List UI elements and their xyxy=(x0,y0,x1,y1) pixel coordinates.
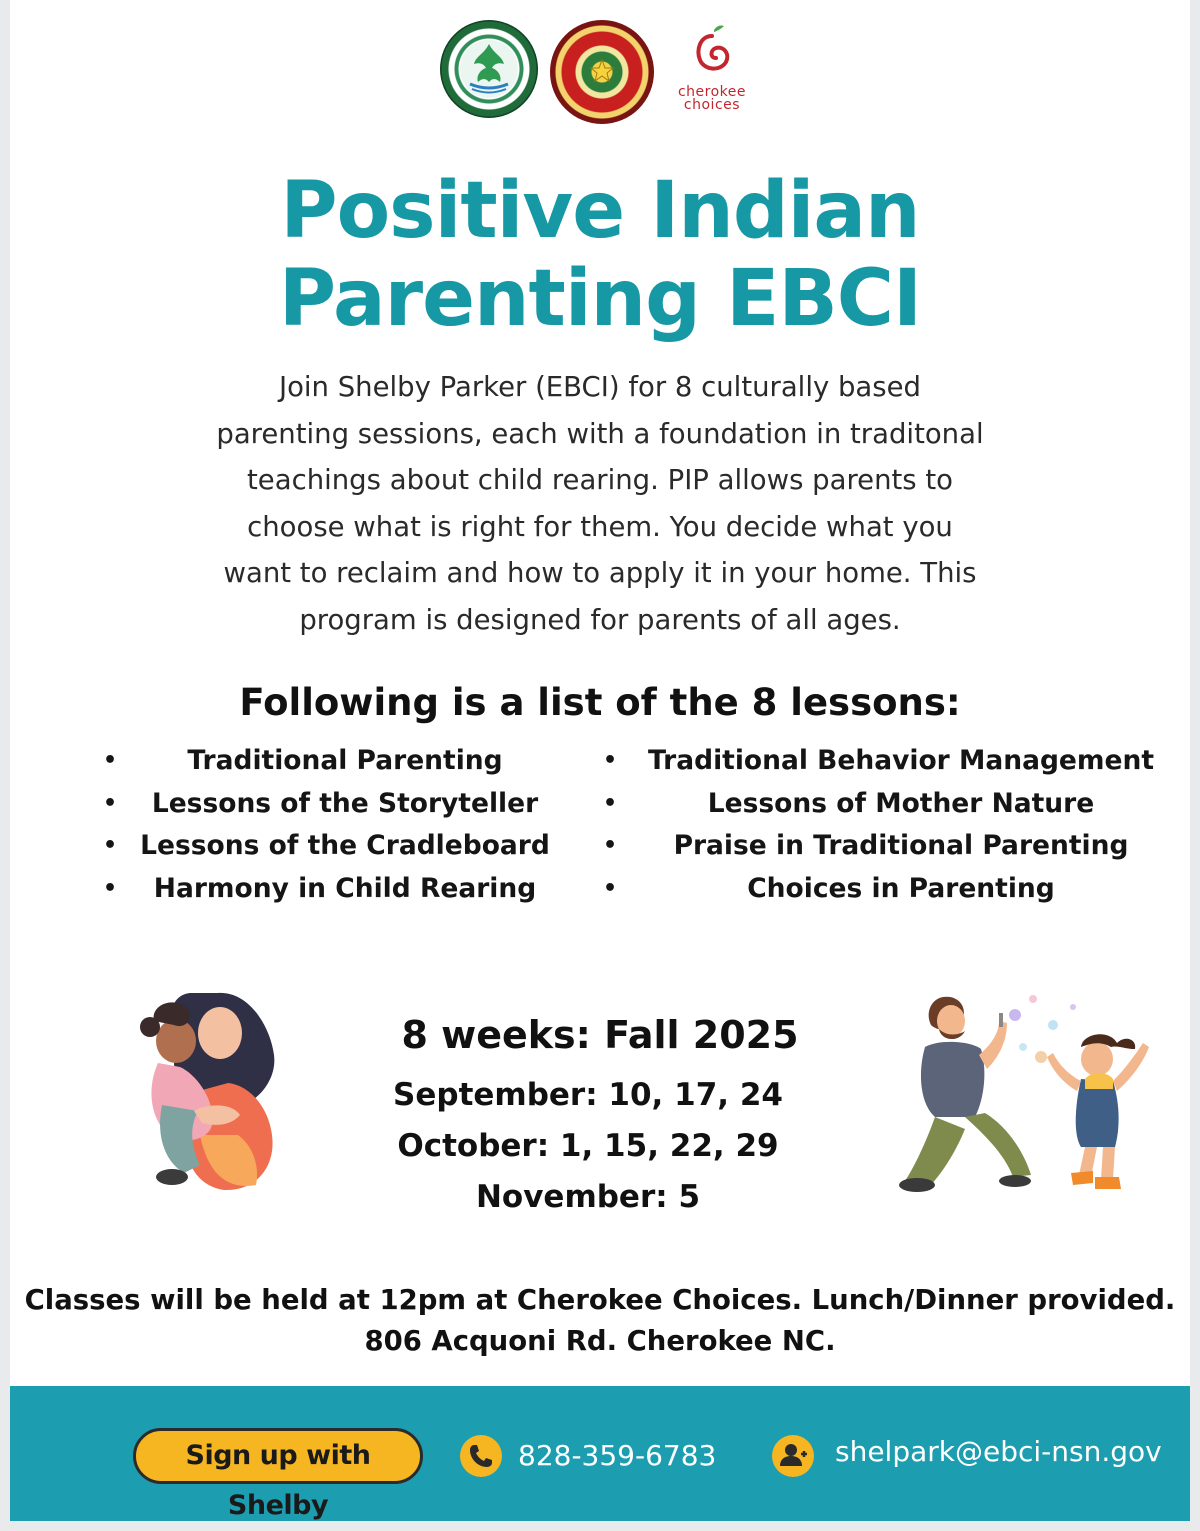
user-add-icon xyxy=(772,1435,814,1477)
lessons-list-left xyxy=(100,740,570,910)
lesson-label: Harmony in Child Rearing xyxy=(153,872,537,904)
footer-bar xyxy=(10,1386,1190,1521)
logo-strip xyxy=(0,18,1200,128)
bullet-icon: • xyxy=(602,748,618,773)
bullet-icon: • xyxy=(602,833,618,858)
lessons-list-right xyxy=(600,740,1180,910)
lesson-label: Traditional Behavior Management xyxy=(647,745,1155,776)
lesson-label: Lessons of Mother Nature xyxy=(707,787,1095,819)
cherokee-choices-logo xyxy=(662,18,772,128)
schedule-september: September: 10, 17, 24 xyxy=(393,1077,783,1113)
bullet-icon: • xyxy=(602,790,618,816)
tribal-seal-logo xyxy=(550,20,654,124)
lesson-label: Lessons of the Cradleboard xyxy=(140,830,550,861)
intro-line: program is designed for parents of all ages. xyxy=(299,603,901,636)
phone-icon xyxy=(460,1435,502,1477)
intro-line: Join Shelby Parker (EBCI) for 8 culturally based xyxy=(278,371,921,403)
intro-paragraph xyxy=(140,364,1060,643)
list-item xyxy=(100,868,570,911)
schedule-november: November: 5 xyxy=(475,1179,701,1215)
sign-up-button[interactable]: Sign up with Shelby xyxy=(133,1428,423,1484)
lesson-label: Traditional Parenting xyxy=(187,745,503,776)
class-address: 806 Acquoni Rd. Cherokee NC. xyxy=(364,1325,836,1357)
list-item xyxy=(100,740,570,783)
email-link[interactable]: shelpark@ebci-nsn.gov xyxy=(835,1435,1162,1468)
list-item xyxy=(100,825,570,868)
intro-line: teachings about child rearing. PIP allows parents to xyxy=(247,464,953,496)
bullet-icon: • xyxy=(102,790,118,816)
intro-line: parenting sessions, each with a foundation in traditonal xyxy=(216,417,984,450)
list-item xyxy=(600,868,1180,911)
bullet-icon: • xyxy=(102,748,118,773)
lesson-label: Praise in Traditional Parenting xyxy=(673,830,1129,861)
bullet-icon: • xyxy=(602,875,618,901)
page-title-line2: Parenting EBCI xyxy=(278,254,922,344)
list-item xyxy=(600,783,1180,826)
lesson-label: Choices in Parenting xyxy=(747,872,1055,904)
list-item xyxy=(600,740,1180,783)
phone-number-link[interactable]: 828-359-6783 xyxy=(518,1439,717,1472)
class-time-info: Classes will be held at 12pm at Cherokee Choices. Lunch/Dinner provided. xyxy=(24,1284,1176,1316)
health-human-services-seal-logo xyxy=(440,20,538,118)
intro-line: want to reclaim and how to apply it in your home. This xyxy=(223,557,977,589)
schedule-heading: 8 weeks: Fall 2025 xyxy=(401,1013,799,1057)
schedule-october: October: 1, 15, 22, 29 xyxy=(397,1128,779,1164)
list-item xyxy=(100,783,570,826)
intro-line: choose what is right for them. You decide what you xyxy=(247,510,953,543)
page-title-line1: Positive Indian xyxy=(280,166,920,256)
lessons-heading: Following is a list of the 8 lessons: xyxy=(239,681,961,724)
apple-swirl-icon xyxy=(692,24,732,84)
lesson-label: Lessons of the Storyteller xyxy=(151,787,539,819)
list-item xyxy=(600,825,1180,868)
cherokee-choices-name-line1: cherokee xyxy=(677,84,747,100)
cherokee-choices-name-line2: choices xyxy=(683,97,741,113)
bullet-icon: • xyxy=(102,833,118,858)
bullet-icon: • xyxy=(102,875,118,901)
